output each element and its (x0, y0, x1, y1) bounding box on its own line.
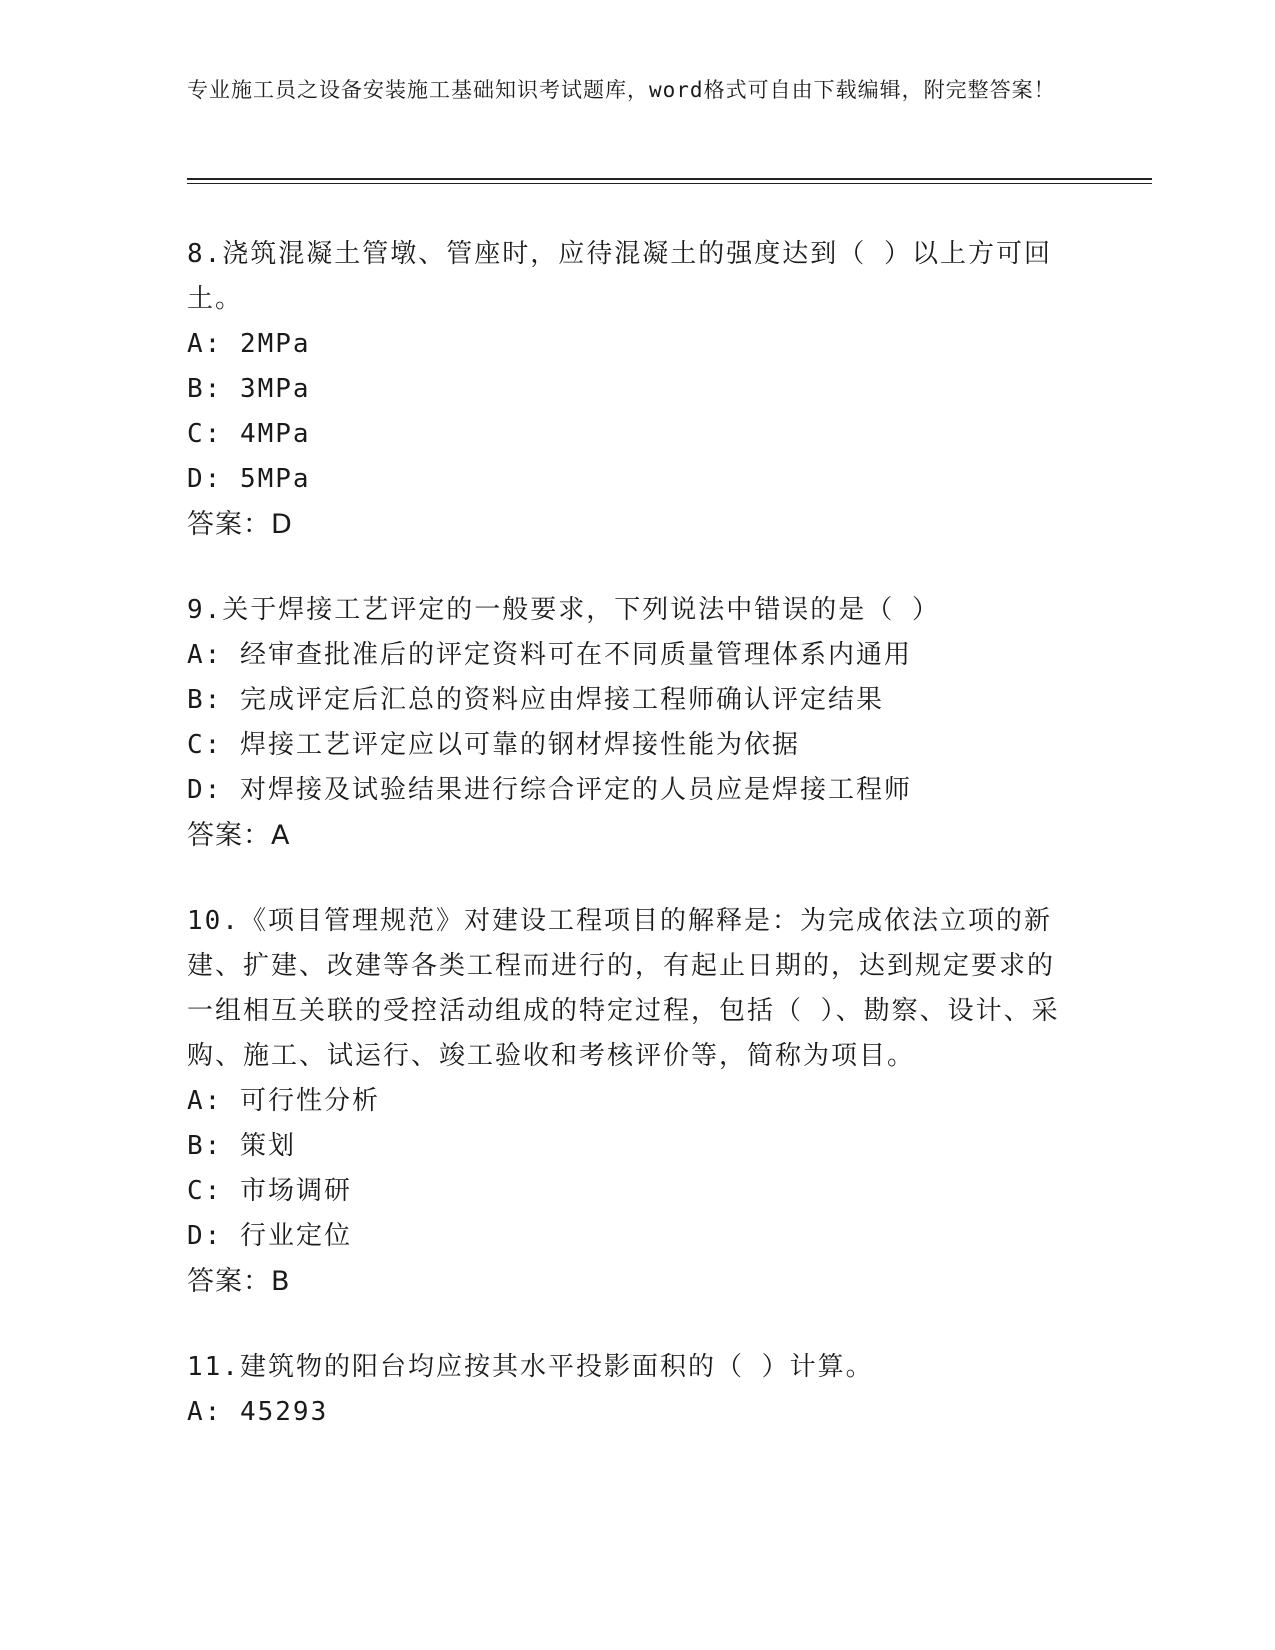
header-divider-thin (187, 183, 1152, 184)
answer-label: 答案：D (187, 509, 293, 540)
option-a: A: 经审查批准后的评定资料可在不同质量管理体系内通用 (187, 640, 912, 670)
question-stem: 8.浇筑混凝土管墩、管座时，应待混凝土的强度达到（ ）以上方可回土。 (187, 239, 1052, 314)
option-b: B: 策划 (187, 1131, 296, 1161)
option-c: C: 焊接工艺评定应以可靠的钢材焊接性能为依据 (187, 730, 800, 760)
option-d: D: 对焊接及试验结果进行综合评定的人员应是焊接工程师 (187, 775, 912, 805)
question-8 (187, 232, 1067, 548)
question-stem: 11.建筑物的阳台均应按其水平投影面积的（ ）计算。 (187, 1352, 874, 1382)
option-b: B: 完成评定后汇总的资料应由焊接工程师确认评定结果 (187, 685, 884, 715)
question-list (187, 232, 1067, 1475)
document-header-description: 专业施工员之设备安装施工基础知识考试题库，word格式可自由下载编辑，附完整答案！ (187, 78, 1056, 102)
option-a: A: 45293 (187, 1397, 329, 1427)
answer-label: 答案：B (187, 1266, 291, 1297)
question-11 (187, 1345, 1067, 1435)
answer-label: 答案：A (187, 820, 291, 851)
question-stem: 10.《项目管理规范》对建设工程项目的解释是：为完成依法立项的新建、扩建、改建等各类工程而进行的，有起止日期的，达到规定要求的一组相互关联的受控活动组成的特定过程，包括（ ）、勘察、设计、采购、施工、试运行、竣工验收和考核评价等，简称为项目。 (187, 906, 1060, 1071)
option-c: C: 市场调研 (187, 1176, 352, 1206)
question-stem: 9.关于焊接工艺评定的一般要求，下列说法中错误的是（ ） (187, 595, 940, 625)
option-b: B: 3MPa (187, 374, 311, 404)
option-a: A: 2MPa (187, 329, 311, 359)
question-9 (187, 588, 1067, 859)
question-10 (187, 899, 1067, 1305)
option-d: D: 5MPa (187, 464, 311, 494)
option-a: A: 可行性分析 (187, 1086, 380, 1116)
option-d: D: 行业定位 (187, 1221, 352, 1251)
option-c: C: 4MPa (187, 419, 311, 449)
header-divider-thick (187, 178, 1152, 180)
